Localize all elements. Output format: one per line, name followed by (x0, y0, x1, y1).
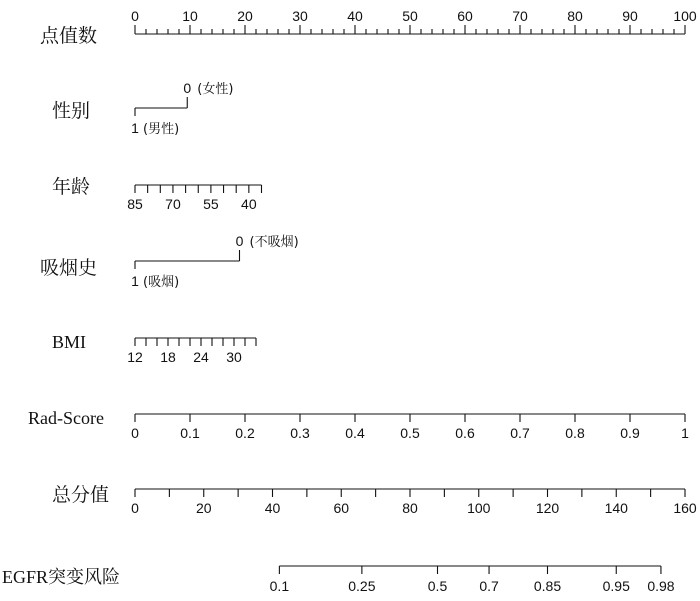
total-tick-label: 120 (535, 500, 560, 516)
chart-marks (127, 8, 697, 594)
smoking-level-note: (吸烟) (143, 275, 180, 290)
points-tick-label: 10 (182, 8, 198, 24)
row-label-sex: 性别 (52, 100, 91, 122)
age-tick-label: 70 (165, 196, 181, 212)
row-label-bmi: BMI (52, 332, 87, 352)
total-tick-label: 40 (264, 500, 281, 516)
sex-level-code: 1 (131, 120, 139, 136)
points-tick-label: 100 (673, 8, 697, 24)
radscore-tick-label: 0.2 (235, 425, 255, 441)
risk-tick-label: 0.25 (348, 578, 376, 594)
risk-tick-label: 0.1 (269, 578, 290, 594)
sex-level-code: 0 (183, 80, 192, 96)
total-tick-label: 80 (402, 500, 418, 516)
radscore-tick-label: 0.8 (565, 425, 585, 441)
radscore-tick-label: 0.4 (345, 425, 365, 441)
bmi-tick-label: 12 (127, 349, 143, 365)
radscore-tick-label: 0.3 (290, 425, 310, 441)
points-tick-label: 30 (292, 8, 308, 24)
points-tick-label: 90 (622, 8, 638, 24)
row-label-age: 年龄 (52, 176, 91, 198)
row-label-points: 点值数 (40, 25, 98, 47)
radscore-tick-label: 0.9 (620, 425, 640, 441)
age-tick-label: 55 (203, 196, 219, 212)
radscore-tick-label: 1 (681, 425, 689, 441)
smoking-level-note: (不吸烟) (249, 235, 299, 250)
radscore-tick-label: 0.1 (180, 425, 200, 441)
total-tick-label: 20 (195, 500, 212, 516)
radscore-tick-label: 0 (131, 425, 139, 441)
row-label-total: 总分值 (52, 484, 110, 506)
total-tick-label: 60 (333, 500, 350, 516)
total-tick-label: 0 (131, 500, 139, 516)
points-tick-label: 70 (512, 8, 528, 24)
total-tick-label: 140 (604, 500, 628, 516)
bmi-tick-label: 18 (160, 349, 176, 365)
risk-tick-label: 0.5 (427, 578, 448, 594)
risk-tick-label: 0.98 (647, 578, 675, 594)
bmi-tick-label: 24 (193, 349, 209, 365)
sex-level-note: (女性) (197, 82, 234, 97)
points-tick-label: 40 (347, 8, 363, 24)
points-tick-label: 20 (237, 8, 253, 24)
sex-level-note: (男性) (143, 122, 180, 137)
total-tick-label: 160 (673, 500, 697, 516)
age-tick-label: 85 (127, 196, 143, 212)
points-tick-label: 50 (402, 8, 418, 24)
risk-tick-label: 0.85 (533, 578, 562, 594)
smoking-level-code: 1 (131, 273, 139, 289)
smoking-level-code: 0 (235, 233, 244, 249)
age-tick-label: 40 (241, 196, 257, 212)
risk-tick-label: 0.7 (479, 578, 499, 594)
bmi-tick-label: 30 (226, 349, 242, 365)
row-label-smoking: 吸烟史 (40, 257, 98, 279)
radscore-tick-label: 0.6 (455, 425, 475, 441)
radscore-tick-label: 0.5 (400, 425, 420, 441)
radscore-tick-label: 0.7 (510, 425, 530, 441)
total-tick-label: 100 (467, 500, 491, 516)
risk-tick-label: 0.95 (602, 578, 630, 594)
points-tick-label: 0 (131, 8, 139, 24)
row-label-radscore: Rad-Score (28, 408, 104, 428)
points-tick-label: 60 (457, 8, 473, 24)
points-tick-label: 80 (567, 8, 583, 24)
row-label-risk: EGFR突变风险 (2, 567, 121, 587)
